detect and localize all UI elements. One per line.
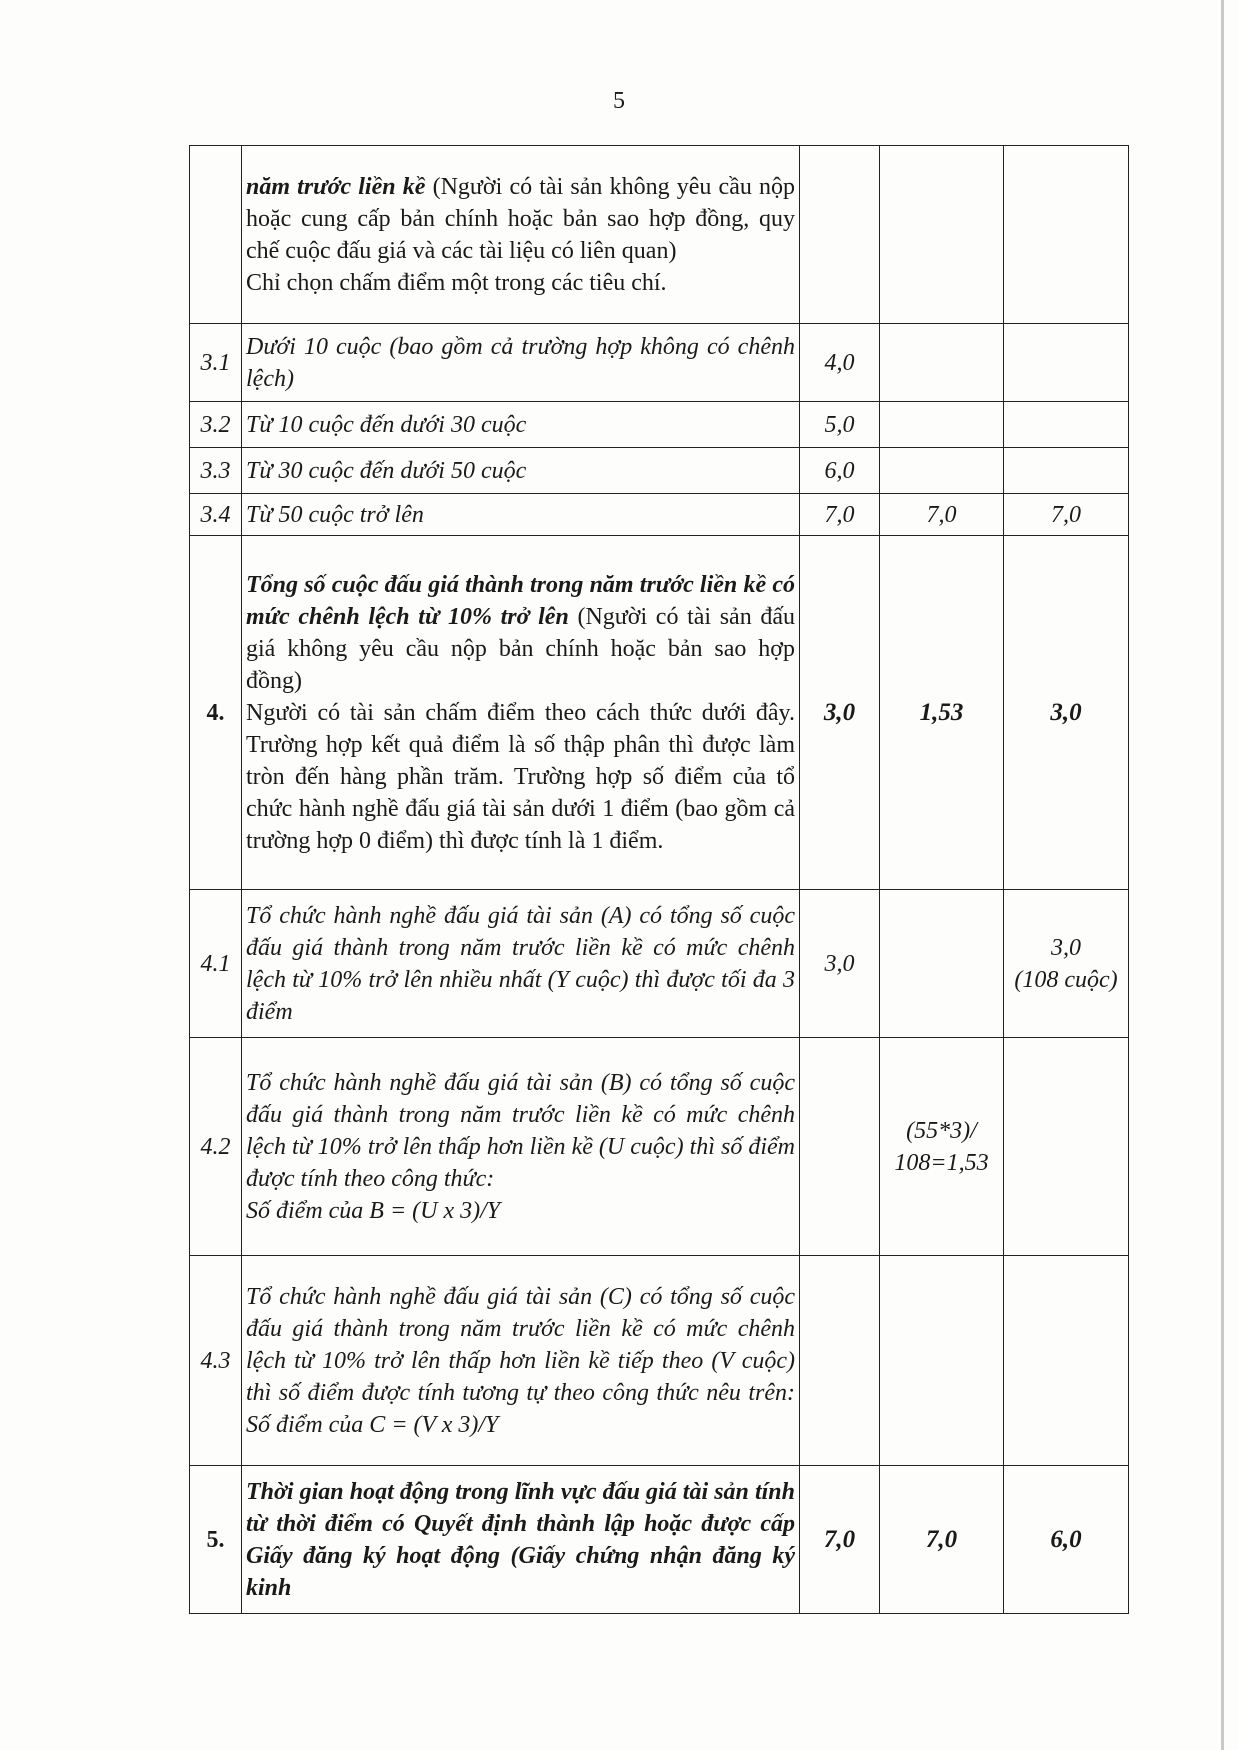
table-row: [190, 494, 1129, 536]
max-score: 3,0: [800, 536, 880, 890]
max-score: 3,0: [800, 890, 880, 1038]
max-score: 6,0: [800, 448, 880, 494]
table-row: [190, 448, 1129, 494]
row-description: [242, 1038, 800, 1256]
row-description: Từ 50 cuộc trở lên: [242, 494, 800, 536]
description-text: Tổ chức hành nghề đấu giá tài sản (B) có tổng số cuộc đấu giá thành trong năm trước liền kề có mức chênh lệch từ 10% trở lên thấp hơn liền kề (U cuộc) thì số điểm được tính theo công thức:: [246, 1069, 795, 1192]
table-row: [190, 146, 1129, 324]
score-b: 7,0: [1004, 494, 1129, 536]
score-a: [880, 402, 1004, 448]
score-a-formula-line1: (55*3)/: [906, 1117, 977, 1144]
score-b: 3,0: [1004, 536, 1129, 890]
page-number: 5: [613, 88, 625, 114]
description-text: (Người có tài sản không yêu cầu nộp hoặc cung cấp bản chính hoặc bản sao hợp đồng, quy chế cuộc đấu giá và các tài liệu có liên quan): [246, 173, 796, 264]
row-description: [242, 536, 800, 890]
score-b: [1004, 402, 1129, 448]
description-bold: Tổng số cuộc đấu giá thành trong năm trước liền kề có mức chênh lệch từ 10% trở lên: [246, 571, 795, 630]
table-row: [190, 890, 1129, 1038]
row-description: Từ 30 cuộc đến dưới 50 cuộc: [242, 448, 800, 494]
score-a: 7,0: [880, 494, 1004, 536]
score-a: [880, 448, 1004, 494]
score-b: 6,0: [1004, 1466, 1129, 1614]
row-description: Tổ chức hành nghề đấu giá tài sản (A) có tổng số cuộc đấu giá thành trong năm trước liền kề có mức chênh lệch từ 10% trở lên nhiều nhất (Y cuộc) thì được tối đa 3 điểm: [242, 890, 800, 1038]
score-a: [880, 1256, 1004, 1466]
score-b-note: (108 cuộc): [1014, 966, 1118, 993]
description-formula: Số điểm của B = (U x 3)/Y: [246, 1197, 501, 1224]
table-row: [190, 1038, 1129, 1256]
max-score: 7,0: [800, 494, 880, 536]
row-description: Từ 10 cuộc đến dưới 30 cuộc: [242, 402, 800, 448]
score-b: [1004, 890, 1129, 1038]
row-number: 3.2: [190, 402, 242, 448]
score-a: [880, 1038, 1004, 1256]
score-b: [1004, 1256, 1129, 1466]
row-number: 3.1: [190, 324, 242, 402]
score-a: [880, 890, 1004, 1038]
row-number: 3.4: [190, 494, 242, 536]
description-bold: năm trước liền kề: [246, 173, 426, 200]
max-score: [800, 1256, 880, 1466]
row-description: [242, 146, 800, 324]
score-b: [1004, 1038, 1129, 1256]
score-b-value: 3,0: [1051, 934, 1081, 961]
row-number: 3.3: [190, 448, 242, 494]
row-description: Dưới 10 cuộc (bao gồm cả trường hợp không có chênh lệch): [242, 324, 800, 402]
max-score: 4,0: [800, 324, 880, 402]
score-a: [880, 324, 1004, 402]
score-b: [1004, 146, 1129, 324]
row-number: 4.1: [190, 890, 242, 1038]
description-note: Chỉ chọn chấm điểm một trong các tiêu chí.: [246, 269, 667, 296]
score-b: [1004, 448, 1129, 494]
max-score: 7,0: [800, 1466, 880, 1614]
max-score: 5,0: [800, 402, 880, 448]
max-score: [800, 1038, 880, 1256]
description-text: (Người có tài sản đấu giá không yêu cầu nộp bản chính hoặc bản sao hợp đồng): [246, 603, 795, 694]
score-a-formula-line2: 108=1,53: [894, 1149, 989, 1176]
score-a: [880, 146, 1004, 324]
row-number: 4.2: [190, 1038, 242, 1256]
row-number: 5.: [190, 1466, 242, 1614]
table-row: [190, 402, 1129, 448]
description-note: Người có tài sản chấm điểm theo cách thức dưới đây. Trường hợp kết quả điểm là số thập phân thì được làm tròn đến hàng phần trăm. Trường hợp số điểm của tổ chức hành nghề đấu giá tài sản dưới 1 điểm (bao gồm cả trường hợp 0 điểm) thì được tính là 1 điểm.: [246, 699, 795, 854]
score-b: [1004, 324, 1129, 402]
page-edge-shadow: [1221, 0, 1224, 1750]
table-row: [190, 324, 1129, 402]
scoring-table: [189, 145, 1129, 1614]
score-a: 1,53: [880, 536, 1004, 890]
row-number: [190, 146, 242, 324]
max-score: [800, 146, 880, 324]
row-description: Tổ chức hành nghề đấu giá tài sản (C) có tổng số cuộc đấu giá thành trong năm trước liền kề có mức chênh lệch từ 10% trở lên thấp hơn liền kề tiếp theo (V cuộc) thì số điểm được tính tương tự theo công thức nêu trên: Số điểm của C = (V x 3)/Y: [242, 1256, 800, 1466]
score-a: 7,0: [880, 1466, 1004, 1614]
row-number: 4.3: [190, 1256, 242, 1466]
row-description: Thời gian hoạt động trong lĩnh vực đấu giá tài sản tính từ thời điểm có Quyết định thành lập hoặc được cấp Giấy đăng ký hoạt động (Giấy chứng nhận đăng ký kinh: [242, 1466, 800, 1614]
table-row: [190, 1256, 1129, 1466]
table-row: [190, 536, 1129, 890]
table-row: [190, 1466, 1129, 1614]
row-number: 4.: [190, 536, 242, 890]
